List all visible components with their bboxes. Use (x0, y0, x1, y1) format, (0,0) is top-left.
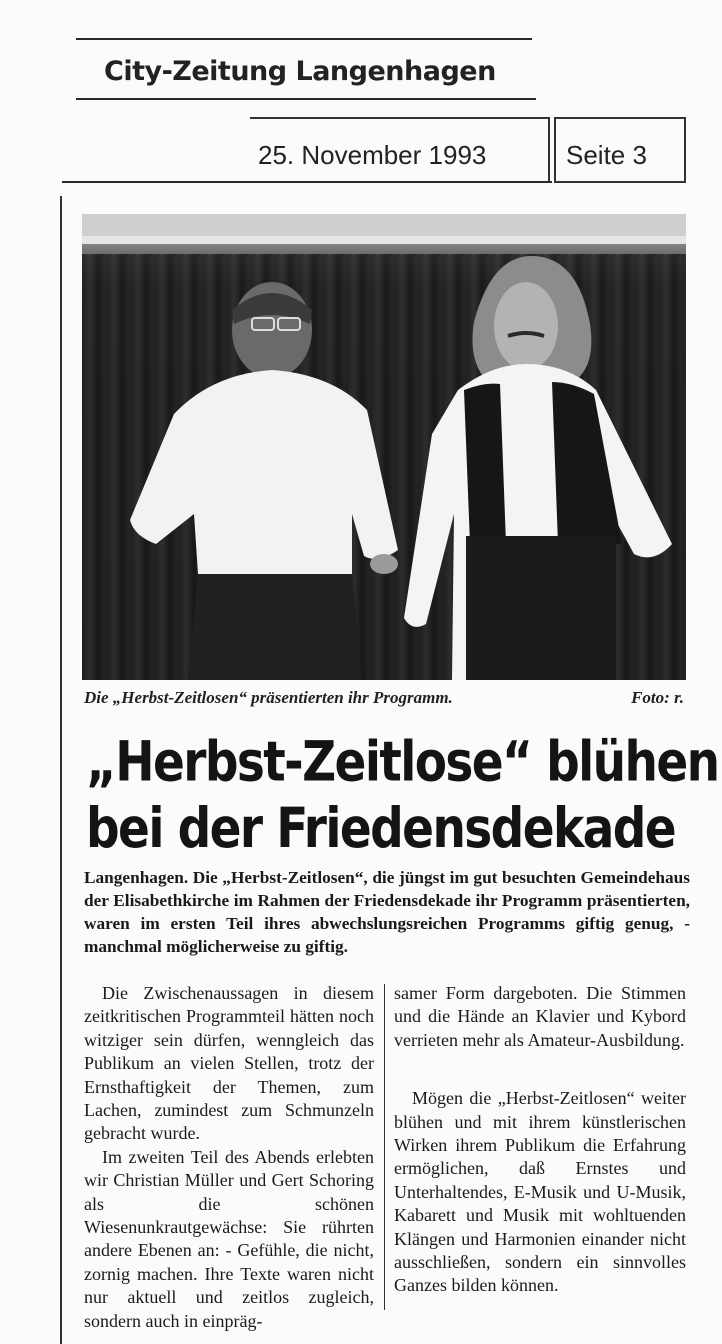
masthead-top-rule (76, 38, 532, 40)
body-paragraph: Die Zwischenaussagen in diesem zeitkritischen Programmteil hätten noch witziger sein dürfen, wenngleich das Publikum an vielen Stellen, trotz der Ernsthaftigkeit der Themen, zum Lachen, zumindest zum Schmunzeln gebracht wurde. (84, 983, 374, 1144)
left-column-rule (60, 196, 62, 1344)
body-column-2 (394, 982, 686, 1298)
body-column-1 (84, 982, 374, 1333)
photo-caption: Die „Herbst-Zeitlosen“ präsentierten ihr Programm. (84, 688, 453, 707)
paragraph-gap (394, 1052, 686, 1087)
article-headline (86, 730, 719, 862)
page-number: Seite 3 (566, 140, 647, 170)
performers-illustration (82, 214, 686, 680)
body-paragraph: samer Form dargeboten. Die Stimmen und die Hände an Klavier und Kybord verrieten mehr als Amateur-Ausbildung. (394, 983, 686, 1050)
headline-line-1: „Herbst-Zeitlose“ blühen (86, 730, 719, 795)
left-performer (130, 282, 398, 680)
publication-date: 25. November 1993 (258, 140, 487, 170)
right-performer (404, 256, 672, 680)
body-paragraph: Im zweiten Teil des Abends erlebten wir Christian Müller und Gert Schoring als die schönen Wiesenunkrautgewächse: Sie rührten andere Ebenen an: - Gefühle, die nicht, zornig machen. Ihre Texte waren nicht nur aktuell und zeitlos zugleich, sondern auch in einpräg- (84, 1146, 374, 1331)
newspaper-name: City-Zeitung Langenhagen (104, 56, 496, 87)
lead-paragraph: Langenhagen. Die „Herbst-Zeitlosen“, die jüngst im gut besuchten Gemeindehaus der Elisabethkirche im Rahmen der Friedensdekade ihr Programm präsentierten, waren im ersten Teil ihres abwechslungsreichen Programms giftig genug, - manchmal möglicherweise zu giftig. (84, 868, 690, 956)
date-underline (62, 181, 552, 183)
column-divider (384, 984, 385, 1310)
photo-credit: Foto: r. (631, 688, 684, 707)
headline-line-2: bei der Friedensdekade (86, 796, 676, 861)
body-paragraph: Mögen die „Herbst-Zeitlosen“ weiter blühen und mit ihrem künstlerischen Wirken ihrem Publikum die Erfahrung ermöglichen, daß Ernstes und Unterhaltendes, E-Musik und U-Musik, Kabarett und Musik mit wohltuenden Klängen und Harmonien einander nicht ausschließen, sondern ein sinnvolles Ganzes bilden können. (394, 1088, 686, 1296)
article-photo (82, 214, 686, 680)
masthead-bottom-rule (76, 98, 536, 100)
